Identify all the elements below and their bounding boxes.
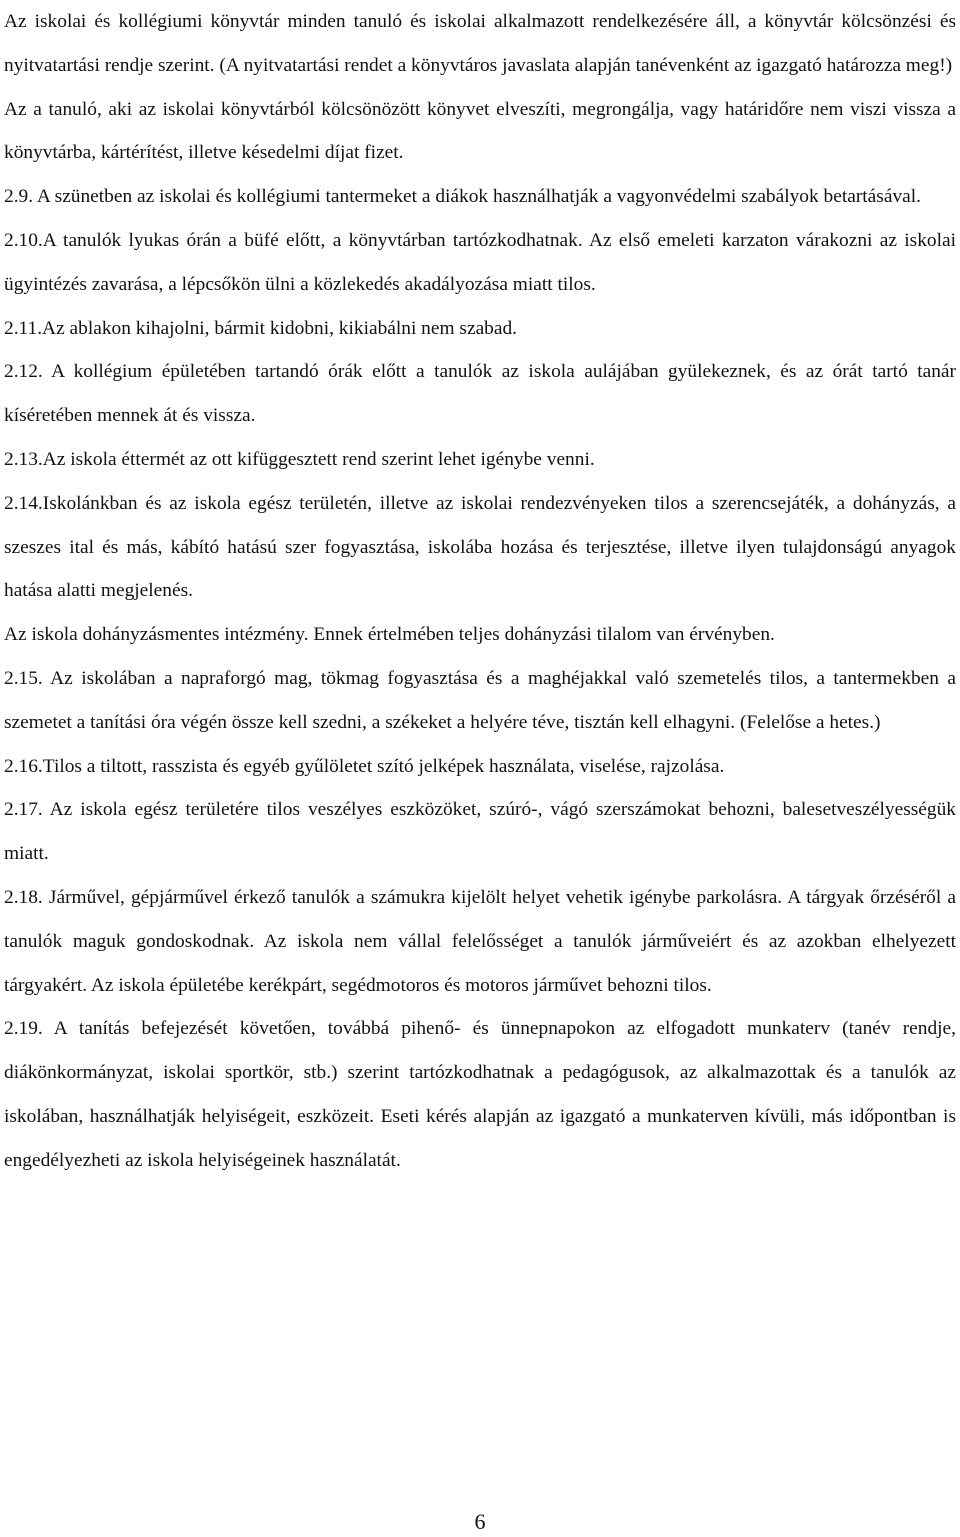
paragraph-2-18: 2.18. Járművel, gépjárművel érkező tanulók a számukra kijelölt helyet vehetik igénybe parkolásra. A tárgyak őrzéséről a tanulók maguk gondoskodnak. Az iskola nem vállal felelősséget a tanulók járműveiért és az azokban elhelyezett tárgyakért. Az iskola épületébe kerékpárt, segédmotoros és motoros járművet behozni tilos. — [4, 886, 956, 996]
paragraph-2-12: 2.12. A kollégium épületében tartandó órák előtt a tanulók az iskola aulájában gyülekeznek, és az órát tartó tanár kíséretében mennek át és vissza. — [4, 361, 956, 427]
paragraph-library-damages: Az a tanuló, aki az iskolai könyvtárból kölcsönözött könyvet elveszíti, megrongálja, vagy határidőre nem viszi vissza a könyvtárba, kártérítést, illetve késedelmi díjat fizet. — [4, 98, 956, 164]
document-body — [4, 0, 956, 1183]
paragraph-2-16: 2.16.Tilos a tiltott, rasszista és egyéb gyűlöletet szító jelképek használata, viselése, rajzolása. — [4, 755, 725, 777]
page-number: 6 — [474, 1509, 486, 1534]
paragraph-2-17: 2.17. Az iskola egész területére tilos veszélyes eszközöket, szúró-, vágó szerszámokat behozni, balesetveszélyességük miatt. — [4, 799, 956, 865]
paragraph-2-10: 2.10.A tanulók lyukas órán a büfé előtt, a könyvtárban tartózkodhatnak. Az első emeleti karzaton várakozni az iskolai ügyintézés zavarása, a lépcsőkön ülni a közlekedés akadályozása miatt tilos. — [4, 229, 956, 295]
paragraph-smoke-free: Az iskola dohányzásmentes intézmény. Ennek értelmében teljes dohányzási tilalom van érvényben. — [4, 624, 775, 646]
paragraph-2-9: 2.9. A szünetben az iskolai és kollégiumi tantermeket a diákok használhatják a vagyonvédelmi szabályok betartásával. — [4, 186, 921, 208]
paragraph-2-11: 2.11.Az ablakon kihajolni, bármit kidobni, kikiabálni nem szabad. — [4, 317, 518, 339]
paragraph-2-14: 2.14.Iskolánkban és az iskola egész területén, illetve az iskolai rendezvényeken tilos a szerencsejáték, a dohányzás, a szeszes ital és más, kábító hatású szer fogyasztása, iskolába hozása és terjesztése, illetve ilyen tulajdonságú anyagok hatása alatti megjelenés. — [4, 492, 956, 602]
paragraph-2-19: 2.19. A tanítás befejezését követően, továbbá pihenő- és ünnepnapokon az elfogadott munkaterv (tanév rendje, diákönkormányzat, iskolai sportkör, stb.) szerint tartózkodhatnak a pedagógusok, az alkalmazottak és a tanulók az iskolában, használhatják helyiségeit, eszközeit. Eseti kérés alapján az igazgató a munkaterven kívüli, más időpontban is engedélyezheti az iskola helyiségeinek használatát. — [4, 1018, 956, 1171]
paragraph-2-13: 2.13.Az iskola éttermét az ott kifüggesztett rend szerint lehet igénybe venni. — [4, 448, 595, 470]
paragraph-2-15: 2.15. Az iskolában a napraforgó mag, tökmag fogyasztása és a maghéjakkal való szemetelés tilos, a tantermekben a szemetet a tanítási óra végén össze kell szedni, a székeket a helyére téve, tisztán kell elhagyni. (Felelőse a hetes.) — [4, 667, 956, 733]
paragraph-library-access: Az iskolai és kollégiumi könyvtár minden tanuló és iskolai alkalmazott rendelkezésére áll, a könyvtár kölcsönzési és nyitvatartási rendje szerint. (A nyitvatartási rendet a könyvtáros javaslata alapján tanévenként az igazgató határozza meg!) — [4, 11, 956, 76]
